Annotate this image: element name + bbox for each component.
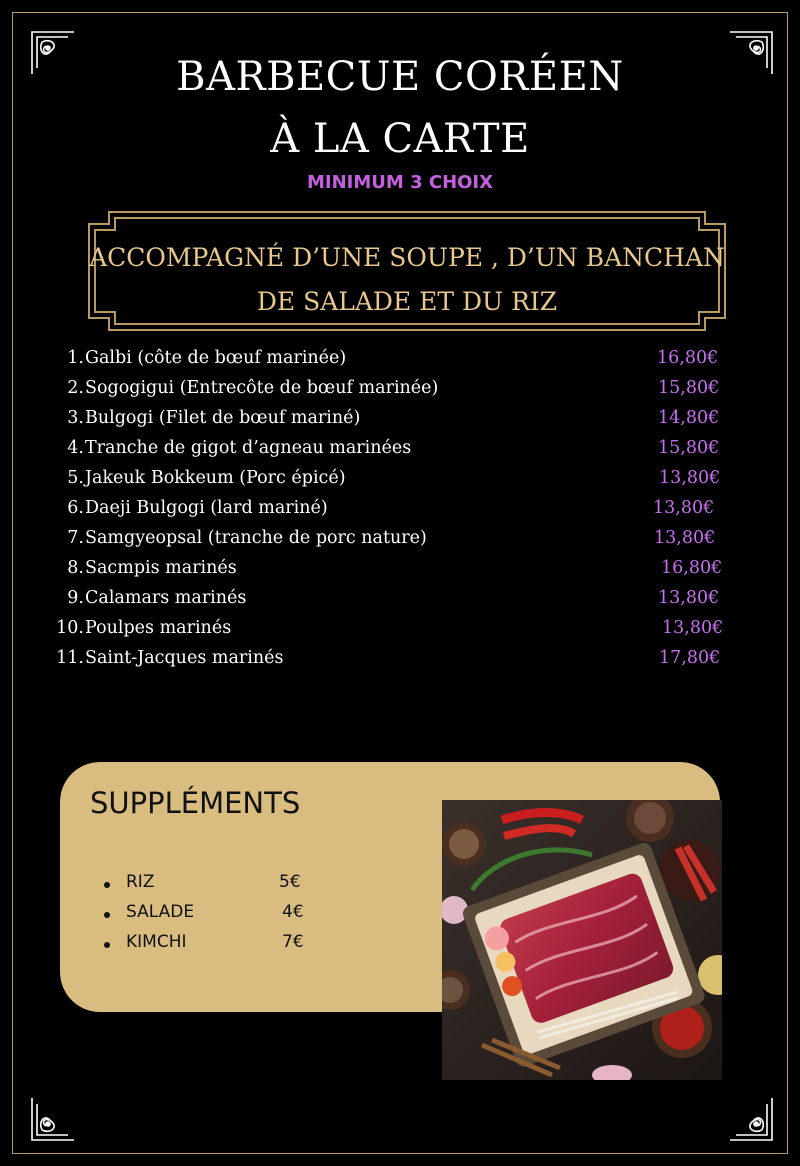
supplement-price: 5€: [279, 872, 301, 892]
supplement-label: SALADE: [126, 902, 195, 922]
menu-item: [0, 348, 800, 378]
supplement-price: 7€: [282, 932, 304, 952]
menu-item-name: Sogogigui (Entrecôte de bœuf marinée): [85, 378, 439, 398]
menu-item: [0, 408, 800, 438]
menu-item-number: 9.: [67, 588, 84, 608]
supplement-item: [104, 902, 324, 932]
banner-line2: DE SALADE ET DU RIZ: [256, 287, 558, 316]
menu-item-number: 4.: [67, 438, 84, 458]
menu-item-name: Saint-Jacques marinés: [85, 648, 284, 668]
menu-item: [0, 588, 800, 618]
menu-item-price: 16,80€: [657, 348, 719, 368]
menu-item-price: 15,80€: [658, 438, 720, 458]
menu-item-name: Tranche de gigot d’agneau marinées: [85, 438, 412, 458]
menu-item-price: 13,80€: [658, 588, 720, 608]
minimum-choice-note: MINIMUM 3 CHOIX: [306, 172, 494, 193]
menu-item: [0, 558, 800, 588]
menu-item-name: Samgyeopsal (tranche de porc nature): [85, 528, 427, 548]
menu-item: [0, 528, 800, 558]
bullet-icon: [104, 942, 110, 948]
menu-item-price: 13,80€: [653, 498, 715, 518]
menu-item-number: 2.: [67, 378, 84, 398]
menu-item-number: 5.: [67, 468, 84, 488]
menu-item-number: 11.: [56, 648, 84, 668]
menu-item: [0, 618, 800, 648]
menu-item-price: 13,80€: [659, 468, 721, 488]
supplement-price: 4€: [282, 902, 304, 922]
menu-item-name: Bulgogi (Filet de bœuf mariné): [85, 408, 361, 428]
menu-item-name: Sacmpis marinés: [85, 558, 237, 578]
corner-ornament-icon: [726, 1094, 776, 1144]
menu-item-number: 1.: [67, 348, 84, 368]
supplement-item: [104, 932, 324, 962]
menu-item: [0, 438, 800, 468]
page-title-line2: À LA CARTE: [270, 116, 530, 162]
menu-item-price: 13,80€: [654, 528, 716, 548]
corner-ornament-icon: [28, 1094, 78, 1144]
bbq-meat-photo: [442, 800, 722, 1080]
menu-item-name: Daeji Bulgogi (lard mariné): [85, 498, 328, 518]
supplement-item: [104, 872, 324, 902]
menu-item-price: 17,80€: [659, 648, 721, 668]
menu-item-name: Jakeuk Bokkeum (Porc épicé): [85, 468, 346, 488]
supplements-title: SUPPLÉMENTS: [90, 786, 301, 820]
menu-item: [0, 468, 800, 498]
banner-line1: ACCOMPAGNÉ D’UNE SOUPE , D’UN BANCHAN: [89, 243, 725, 272]
menu-item-price: 15,80€: [658, 378, 720, 398]
bullet-icon: [104, 882, 110, 888]
supplement-label: RIZ: [126, 872, 155, 892]
supplement-label: KIMCHI: [126, 932, 187, 952]
menu-item-name: Calamars marinés: [85, 588, 247, 608]
menu-item-number: 7.: [67, 528, 84, 548]
menu-item-price: 16,80€: [661, 558, 723, 578]
menu-item: [0, 648, 800, 678]
supplements-list: [104, 872, 324, 962]
menu-item-number: 10.: [56, 618, 84, 638]
menu-item-number: 8.: [67, 558, 84, 578]
menu-item: [0, 378, 800, 408]
menu-item-name: Poulpes marinés: [85, 618, 232, 638]
menu-item-name: Galbi (côte de bœuf marinée): [85, 348, 347, 368]
menu-item-number: 6.: [67, 498, 84, 518]
menu-item-price: 14,80€: [658, 408, 720, 428]
menu-item-price: 13,80€: [662, 618, 724, 638]
menu-item: [0, 498, 800, 528]
menu-item-number: 3.: [67, 408, 84, 428]
bullet-icon: [104, 912, 110, 918]
accompaniment-banner: [87, 210, 727, 332]
page-title: BARBECUE CORÉEN: [176, 54, 624, 100]
